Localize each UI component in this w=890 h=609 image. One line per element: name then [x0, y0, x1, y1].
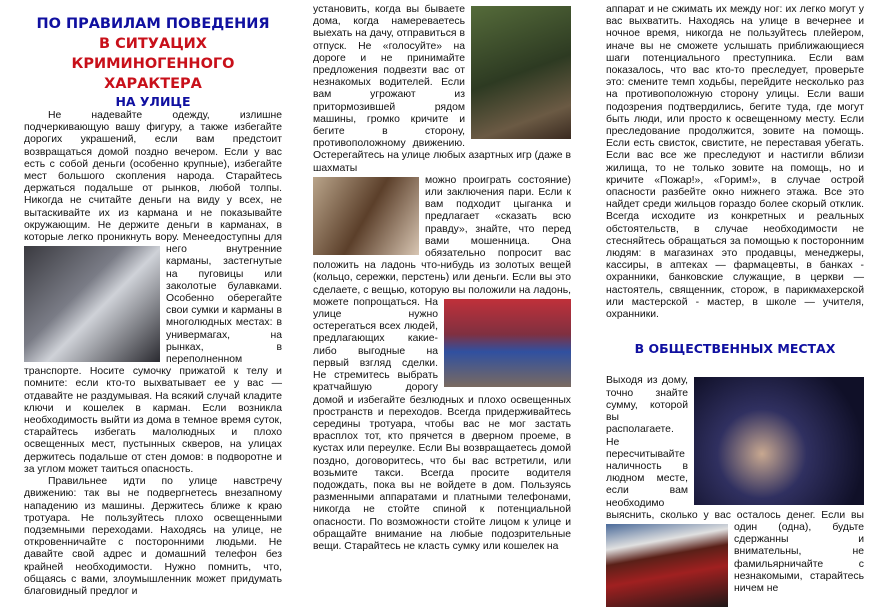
paragraph: аппарат и не сжимать их между ног: их легко могут у вас выхватить. Находясь на улице в вечернее и ночное время, никогда не пользуйтесь плейером, иначе вы не сможете услышать приближающиеся шаги потенциального преступника. Если вам показалось, что вас кто-то преследует, проверьте это: смените темп ходьбы, перейдите несколько раз на противоположную сторону улицы. Если ваши подозрения подтвердились, бегите туда, где могут быть люди, или просто к освещенному месту. Если преследование продолжится, зовите на помощь. Если есть свисток, свистите, не переставая убегать. Если вас все же преследуют и настигли вблизи жилища, то не только зовите на помощь, но и кричите «Пожар!», «Горим!», в случае острой опасности разбейте окно нижнего этажа. Все это найдет среди жильцов гораздо более скорый отклик. Всегда исходите из конкретных и реальных обстоятельств, в случае необходимости не стесняйтесь обращаться за помощью к посторонним людям: в магазинах это продавцы, менеджеры, кассиры, в аптеках — фармацевты, в банках - охранники, банковские служащие, в церкви — настоятель, священник, сторож, в парикмахерской или мастерской - мастер, в школе — учителя, охранники. — [606, 4, 864, 321]
column-1 — [24, 14, 282, 598]
title-line-2: В СИТУАЦИХ — [99, 36, 207, 52]
text: можно проиграть состояние) или заключения пари. Если к вам подходит цыганка и предлагает «сказать всю правду», знайте, что перед вами мошенница. Она обязательно попросит вас положить на ладонь что-нибудь из золотых вещей (кольцо, сережки, перстень) или деньги. Если вы это сделаете, с вещью, которую вы положили на ладонь, можете попрощаться. — [313, 174, 571, 308]
street-threat-photo — [471, 6, 571, 139]
section-heading-public: В ОБЩЕСТВЕННЫХ МЕСТАХ — [634, 341, 836, 357]
title-line-4: ХАРАКТЕРА — [104, 76, 202, 92]
text: Не надевайте одежду, излишне подчеркивающую вашу фигуру, а также избегайте дорогих украшений, если вам предстоит возвращаться домой поздно вечером. Если у вас есть с собой деньги (особенно крупные), избегайте мест большого скопления народа. Старайтесь держаться подальше от рынков, любой толпы. Никогда не считайте деньги на виду у всех, не вытаскивайте их из кармана и не показывайте окружающим. Не держите деньги в карманах, в которые легко проникнуть вору. Менее — [24, 110, 282, 244]
street-legs-photo — [444, 299, 571, 387]
text: Выходя из дому, точно знайте сумму, которой вы располагаете. Не пересчитывайте наличность в людном месте, если вам необходимо выяснить, сколько у вас осталось — [606, 375, 781, 521]
section-heading-street: НА УЛИЦЕ — [115, 94, 191, 109]
title-line-3: КРИМИНОГЕННОГО — [71, 56, 235, 72]
text: доступны для него внутренние карманы, застегнутые на пуговицы или заколотые булавками. Особенно оберегайте свои сумки и карманы в многолюдных местах: в универмагах, на рынках, в переполненном транспорте. Носите сумочку прижатой к телу и помните: если кто-то выхватывает ее у вас — отдавайте не раздумывая. На всякий случай кладите ключи и кошелек в карман. Если возникла необходимость выйти из дома в темное время суток, старайтесь избегать малолюдных и плохо освещенных мест, пустынных скверов, на улицах держитесь подальше от стен домов: в подворотне и за углом может таиться опасность. — [24, 232, 282, 475]
pickpocket-photo — [24, 246, 160, 362]
woman-distressed-photo — [313, 177, 419, 255]
text: денег. Если вы один (одна), будьте сдержанны и внимательны, не фамильярничайте с незнакомыми, старайтесь ничем не — [734, 509, 864, 594]
column-3 — [606, 4, 864, 609]
text: На улице нужно остерегаться всех людей, предлагающих какие-либо выгодные на первый взгляд сделки. Не стремитесь выбрать кратчайшую дорогу домой и избегайте безлюдных и плохо освещенных пространств и переходов. Всегда придерживайтесь середины тротуара, чтобы вас не мог застать врасплох тот, кто прячется в дверном проеме, в кустах или переулке. Если Вы возвращаетесь домой поздно, договоритесь, что бы вас встретили, или возьмите такси. Всегда просите водителя подождать, пока вы не войдете в дом. Пользуясь разменными аппаратами и платными телефонами, никогда не стойте спиной к потенциальной опасности. По возможности стойте лицом к улице и обращайте внимание на любые подозрительные вещи. Старайтесь не класть сумку или кошелек на — [313, 296, 571, 552]
paragraph — [24, 110, 282, 476]
text: установить, когда вы бываете дома, когда намереваетесь выехать на дачу, отправиться в отпуск. Не «голосуйте» на дороге и не принимайте предложения подвезти вас от незнакомых водителей. Если вам угрожают из притормозившей рядом машины, громко кричите и бегите в сторону, противоположному движению. Остерегайтесь на улице любых азартных игр (даже в шахматы — [313, 4, 571, 174]
column-2 — [313, 4, 571, 553]
paragraph — [313, 4, 571, 553]
roulette-photo — [606, 524, 728, 607]
paragraph — [606, 375, 864, 595]
crowd-club-photo — [694, 377, 864, 505]
title-line-1: ПО ПРАВИЛАМ ПОВЕДЕНИЯ — [36, 16, 270, 32]
paragraph: Правильнее идти по улице навстречу движению: так вы не подвергнетесь внезапному нападению из машины. Держитесь ближе к краю тротуара. Не пользуйтесь плохо освещенными подземными переходами. Находясь на улице, не откровенничайте с посторонними людьми. Не давайте свой адрес и домашний телефон без крайней необходимости. Нужно помнить, что, общаясь с вами, злоумышленник может придумать благовидный предлог и — [24, 476, 282, 597]
